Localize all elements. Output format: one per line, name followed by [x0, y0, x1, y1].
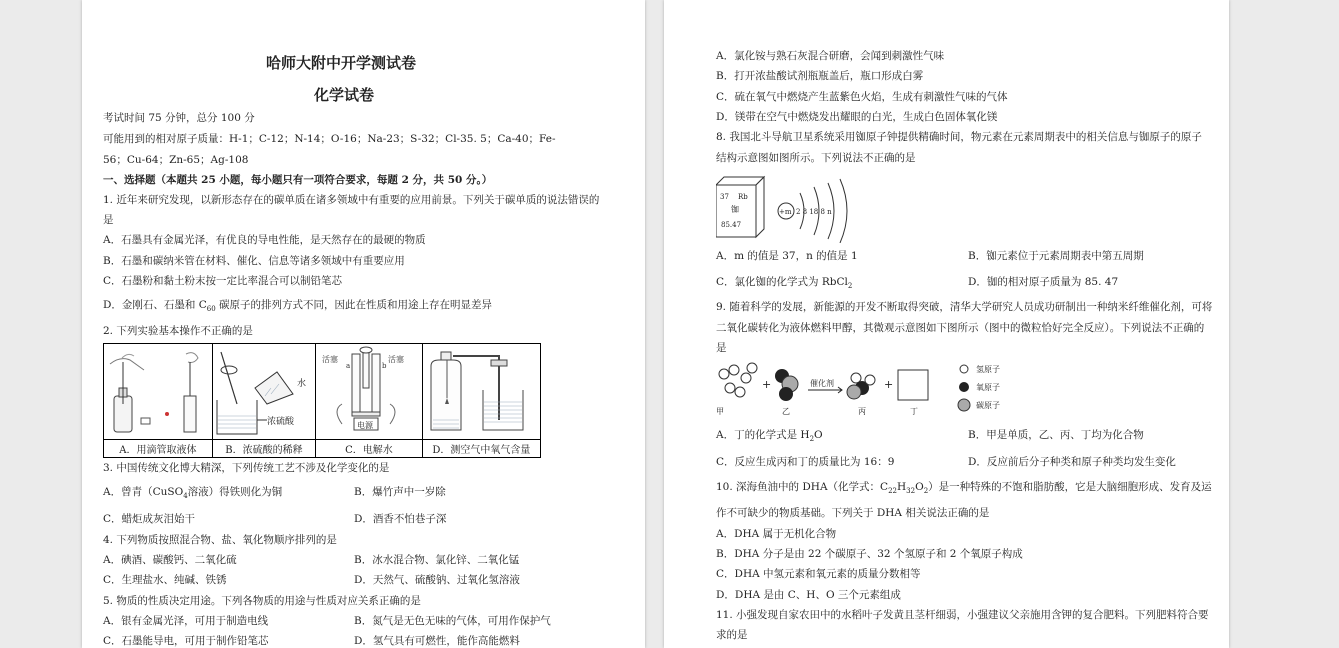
svg-text:碳原子: 碳原子: [976, 401, 1000, 410]
figure-c-electrolysis: [316, 344, 423, 440]
q4-option-c: C．生理盐水、纯碱、铁锈: [103, 574, 227, 586]
svg-text:b: b: [382, 362, 387, 370]
q5-option-d: D．氢气具有可燃性，能作高能燃料: [354, 635, 520, 647]
element-name: 铷: [731, 205, 739, 214]
q3-option-c: C．蜡炬成灰泪始干: [103, 513, 196, 525]
svg-text:a: a: [346, 362, 351, 370]
q7-option-c: C．硫在氧气中燃烧产生蓝紫色火焰，生成有刺激性气味的气体: [716, 91, 1008, 103]
q9-stem: 9. 随着科学的发展，新能源的开发不断取得突破，清华大学研究人员成功研制出一种纳米纤维催化剂，可将: [716, 301, 1213, 313]
q11-stem-cont: 求的是: [716, 629, 748, 641]
q8-stem: 8. 我国北斗导航卫星系统采用铷原子钟提供精确时间，物元素在元素周期表中的相关信息与铷原子的原子: [716, 131, 1202, 143]
section-heading: 一、选择题（本题共 25 小题，每小题只有一项符合要求，每题 2 分，共 50 分。）: [103, 174, 493, 186]
figure-c-caption: C．电解水: [316, 440, 423, 458]
q7-option-a: A．氯化铵与熟石灰混合研磨，会闻到刺激性气味: [716, 50, 945, 62]
svg-text:+: +: [884, 378, 894, 391]
q10-option-a: A．DHA 属于无机化合物: [716, 528, 837, 540]
exam-title: 哈师大附中开学测试卷: [266, 54, 417, 72]
q4-option-d: D．天然气、硫酸钠、过氧化氢溶液: [354, 574, 520, 586]
svg-text:+: +: [762, 378, 772, 391]
q9-option-a: A．丁的化学式是 $H_2O$: [716, 429, 823, 444]
svg-text:水: 水: [296, 379, 306, 389]
figure-a-caption: A．用滴管取液体: [104, 440, 213, 458]
exam-subtitle: 化学试卷: [314, 86, 375, 104]
figure-d-oxygen-measure: [422, 344, 540, 440]
q1-option-b: B．石墨和碳纳米管在材料、催化、信息等诸多领域中有重要应用: [103, 255, 405, 267]
q8-stem-cont: 结构示意图如图所示。下列说法不正确的是: [716, 152, 916, 164]
q11-stem: 11. 小强发现自家农田中的水稻叶子发黄且茎杆细弱，小强建议父亲施用含钾的复合肥料。下列肥料符合要: [716, 609, 1209, 621]
q7-option-d: D．镁带在空气中燃烧发出耀眼的白光，生成白色固体氧化镁: [716, 111, 998, 123]
atomic-mass-info: 可能用到的相对原子质量：H-1；C-12；N-14；O-16；Na-23；S-32；Cl-35. 5；Ca-40；Fe-: [103, 133, 556, 145]
figure-b-caption: B．浓硫酸的稀释: [212, 440, 315, 458]
q4-stem: 4. 下列物质按照混合物、盐、氧化物顺序排列的是: [103, 534, 337, 546]
q1-stem: 1. 近年来研究发现，以新形态存在的碳单质在诸多领域中有重要的应用前景。下列关于碳单质的说法错误的: [103, 194, 600, 206]
q9-option-d: D．反应前后分子种类和原子种类均发生变化: [968, 456, 1176, 468]
q5-option-a: A．银有金属光泽，可用于制造电线: [103, 615, 269, 627]
svg-text:丁: 丁: [910, 407, 918, 416]
svg-text:氢原子: 氢原子: [976, 365, 1000, 374]
figure-a-dropper: [104, 344, 213, 440]
q8-option-b: B．铷元素位于元素周期表中第五周期: [968, 250, 1144, 262]
svg-text:丙: 丙: [858, 407, 866, 416]
q10-stem-cont: 作不可缺少的物质基础。下列关于 DHA 相关说法正确的是: [716, 507, 990, 519]
q3-option-a: A．曾青（CuSO$_4$溶液）得铁则化为铜: [103, 486, 283, 501]
q2-stem: 2. 下列实验基本操作不正确的是: [103, 325, 253, 337]
q8-option-a: A．m 的值是 37，n 的值是 1: [716, 250, 858, 262]
nucleus-label: +m: [779, 208, 792, 216]
q3-option-b: B．爆竹声中一岁除: [354, 486, 446, 498]
element-number: 37: [720, 193, 729, 201]
q4-option-a: A．碘酒、碳酸钙、二氧化硫: [103, 554, 237, 566]
shell-electrons: 2 8 18 8 n: [796, 208, 832, 216]
q5-option-b: B．氮气是无色无味的气体，可用作保护气: [354, 615, 551, 627]
q9-option-c: C．反应生成丙和丁的质量比为 16：9: [716, 456, 895, 468]
svg-text:氧原子: 氧原子: [976, 383, 1000, 392]
q5-option-c: C．石墨能导电，可用于制作铅笔芯: [103, 635, 269, 647]
atomic-mass-info-cont: 56；Cu-64；Zn-65；Ag-108: [103, 154, 249, 166]
q5-stem: 5. 物质的性质决定用途。下列各物质的用途与性质对应关系正确的是: [103, 595, 421, 607]
q10-option-d: D．DHA 是由 C、H、O 三个元素组成: [716, 589, 901, 601]
figure-d-caption: D．测空气中氧气含量: [422, 440, 540, 458]
svg-text:活塞: 活塞: [322, 355, 339, 364]
document-page-1: [82, 0, 645, 648]
svg-text:浓硫酸: 浓硫酸: [266, 417, 294, 427]
q7-option-b: B．打开浓盐酸试剂瓶瓶盖后，瓶口形成白雾: [716, 70, 924, 82]
document-page-2: [664, 0, 1229, 648]
q9-stem-cont-2: 是: [716, 342, 727, 354]
q1-option-c: C．石墨粉和黏土粉末按一定比率混合可以制铅笔芯: [103, 275, 343, 287]
q9-option-b: B．甲是单质，乙、丙、丁均为化合物: [968, 429, 1144, 441]
q2-experiment-figure: [103, 343, 541, 458]
figure-b-dilution: [212, 344, 315, 440]
q10-option-b: B．DHA 分子是由 22 个碳原子、32 个氢原子和 2 个氧原子构成: [716, 548, 1023, 560]
q10-stem: 10. 深海鱼油中的 DHA（化学式：$C_{22}H_{32}O_2$）是一种特殊的不饱和脂肪酸，它是大脑细胞形成、发育及运: [716, 481, 1212, 496]
exam-time-info: 考试时间 75 分钟，总分 100 分: [103, 112, 255, 124]
svg-text:甲: 甲: [716, 407, 724, 416]
q1-option-d: D．金刚石、石墨和 $C_{60}$ 碳原子的排列方式不同，因此在性质和用途上存在明显差异: [103, 299, 493, 314]
rubidium-figure: [716, 175, 856, 243]
element-symbol: Rb: [738, 193, 748, 201]
q1-stem-cont: 是: [103, 214, 114, 226]
element-mass: 85.47: [721, 221, 742, 229]
svg-text:电源: 电源: [357, 421, 374, 430]
q8-option-c: C．氯化铷的化学式为 RbCl$_2$: [716, 276, 853, 291]
svg-text:活塞: 活塞: [388, 355, 405, 364]
q3-stem: 3. 中国传统文化博大精深，下列传统工艺不涉及化学变化的是: [103, 462, 390, 474]
q4-option-b: B．冰水混合物、氯化锌、二氧化锰: [354, 554, 520, 566]
q9-reaction-diagram: [716, 362, 1036, 420]
q3-option-d: D．酒香不怕巷子深: [354, 513, 447, 525]
q9-stem-cont: 二氧化碳转化为液体燃料甲醇，其微观示意图如下图所示（图中的微粒恰好完全反应）。下列说法不正确的: [716, 322, 1205, 334]
svg-text:乙: 乙: [782, 407, 790, 416]
q1-option-a: A．石墨具有金属光泽，有优良的导电性能，是天然存在的最硬的物质: [103, 234, 426, 246]
svg-text:催化剂: 催化剂: [810, 379, 834, 388]
q8-option-d: D．铷的相对原子质量为 85. 47: [968, 276, 1119, 288]
q10-option-c: C．DHA 中氢元素和氧元素的质量分数相等: [716, 568, 921, 580]
